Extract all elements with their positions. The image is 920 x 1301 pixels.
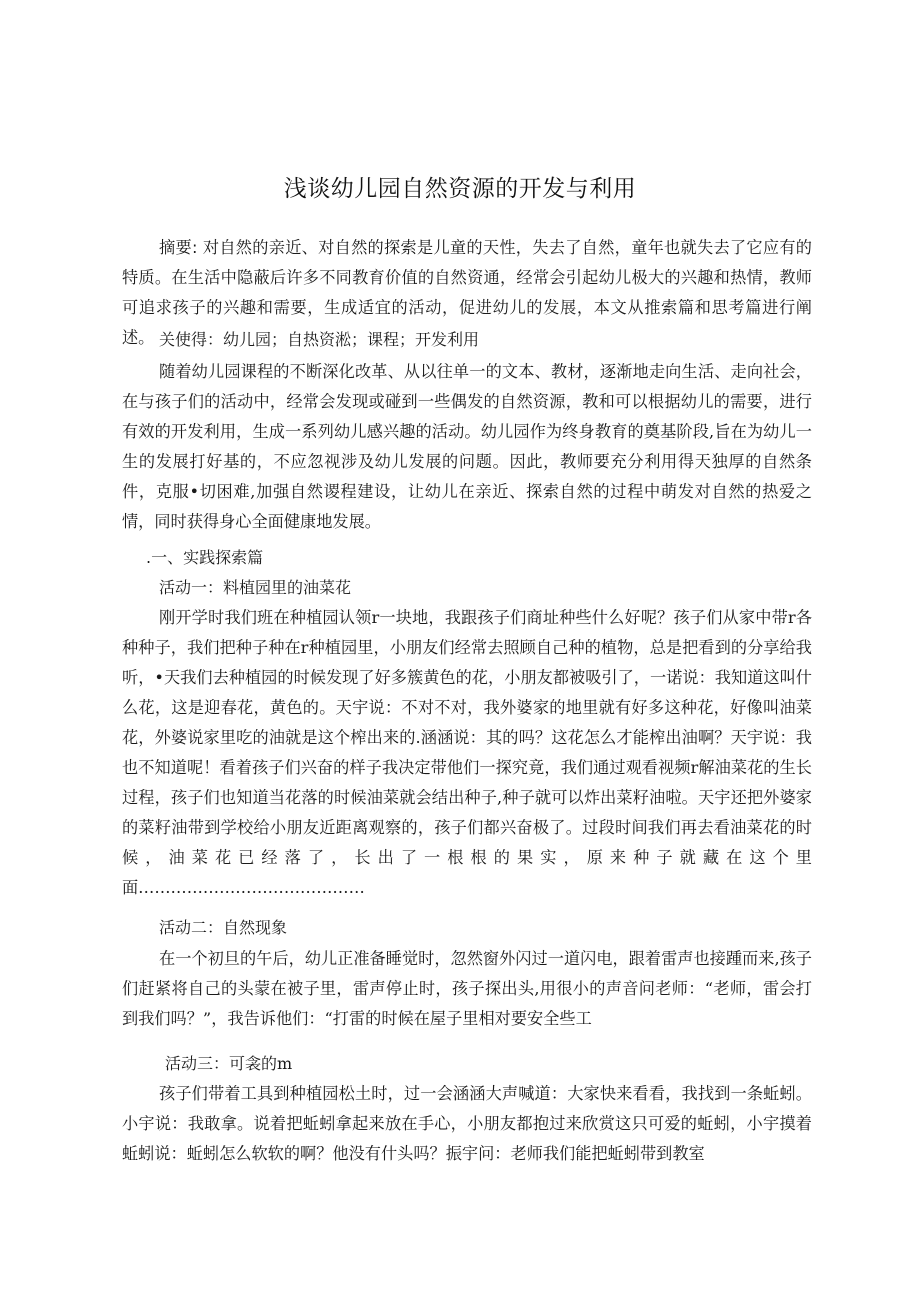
abstract-label: 摘要: <box>159 238 198 257</box>
activity-3-paragraph: 孩子们带着工具到种植园松土时，过一会涵涵大声喊道：大家快来看看，我找到一条蚯蚓。小宇说：我敢拿。说着把蚯蚓拿起来放在手心，小朋友都抱过来欣赏这只可爱的蚯蚓，小宇摸着蚯蚓说：蚯蚓怎么软软的啊？他没有什头吗？振宇问：老师我们能把蚯蚓带到教室 <box>122 1084 812 1163</box>
activity-1-title: 活动一：料植园里的油菜花 <box>159 578 352 597</box>
section-heading-practice: .一、实践探索篇 <box>146 548 264 567</box>
intro-paragraph: 随着幼儿园课程的不断深化改革、从以往单一的文本、教材，逐渐地走向生活、走向社会，在与孩子们的活动中，经常会发现或碰到一些偶发的自然资源，教和可以根据幼儿的需要，进行有效的开发利用，生成一系列幼儿感兴趣的活动。幼儿园作为终身教育的奠基阶段,旨在为幼儿一生的发展打好基的，不应忽视涉及幼儿发展的问题。因此，教师要充分利用得天独厚的自然条件，克服•切困难,加强自然谡程建设，让幼儿在亲近、探索自然的过程中萌发对自然的热爱之情，同时获得身心全面健康地发展。 <box>122 362 812 531</box>
abstract-text: 对自然的亲近、对自然的探索是儿童的天性，失去了自然，童年也就失去了它应有的特质。在生活中隐蔽后许多不同教育价值的自然资通，经常会引起幼儿极大的兴趣和热情，教师可追求孩子的兴趣和需要，生成适宜的活动，促进幼儿的发展，本文从推索篇和思考篇进行阐述。 <box>122 238 812 347</box>
activity-1-paragraph: 刚开学时我们班在种植园认领r一块地，我跟孩子们商址种些什么好呢？孩子们从家中带r各种种子，我们把种子种在r种植园里，小朋友们经常去照顾自己种的植物，总是把看到的分享给我听，•天我们去种植园的时候发现了好多簇黄色的花，小朋友都被吸引了，一诺说：我知道这叫什么花，这是迎春花，黄色的。天宇说：不对不对，我外婆家的地里就有好多这种花，好像叫油菜花，外婆说家里吃的油就是这个榨出来的.涵涵说：其的吗？这花怎么才能榨出油啊？天宇说：我也不知道呢！看着孩子们兴奋的样子我决定带他们一探究竟，我们通过观看视频r解油菜花的生长过程，孩子们也知道当花落的时候油菜就会结出种子,种子就可以炸出菜籽油啦。天宇还把外婆家的菜籽油带到学校给小朋友近距离观察的，孩子们都兴奋极了。过段时间我们再去看油菜花的时候，油菜花已经落了，长出了一根根的果实，原来种子就藏在这个里面…………………………………… <box>122 608 812 897</box>
page-title: 浅谈幼儿园自然资源的开发与利用 <box>283 176 637 202</box>
keywords-line: 关使得：幼儿园；自热资淞；课程；开发利用 <box>159 330 480 349</box>
activity-2-title: 活动二：自然现象 <box>159 918 288 937</box>
activity-2-paragraph: 在一个初旦的午后，幼儿正准备睡觉时，忽然窗外闪过一道闪电，跟着雷声也接踵而来,孩子们赶紧将自己的头蒙在被子里，雷声停止时，孩子探出头,用很小的声音问老师：“老师，雷会打到我们吗？”，我告诉他们：“打雷的时候在屋子里相对要安全些工 <box>122 949 812 1028</box>
activity-3-title: 活动三：可衾的m <box>165 1054 293 1073</box>
